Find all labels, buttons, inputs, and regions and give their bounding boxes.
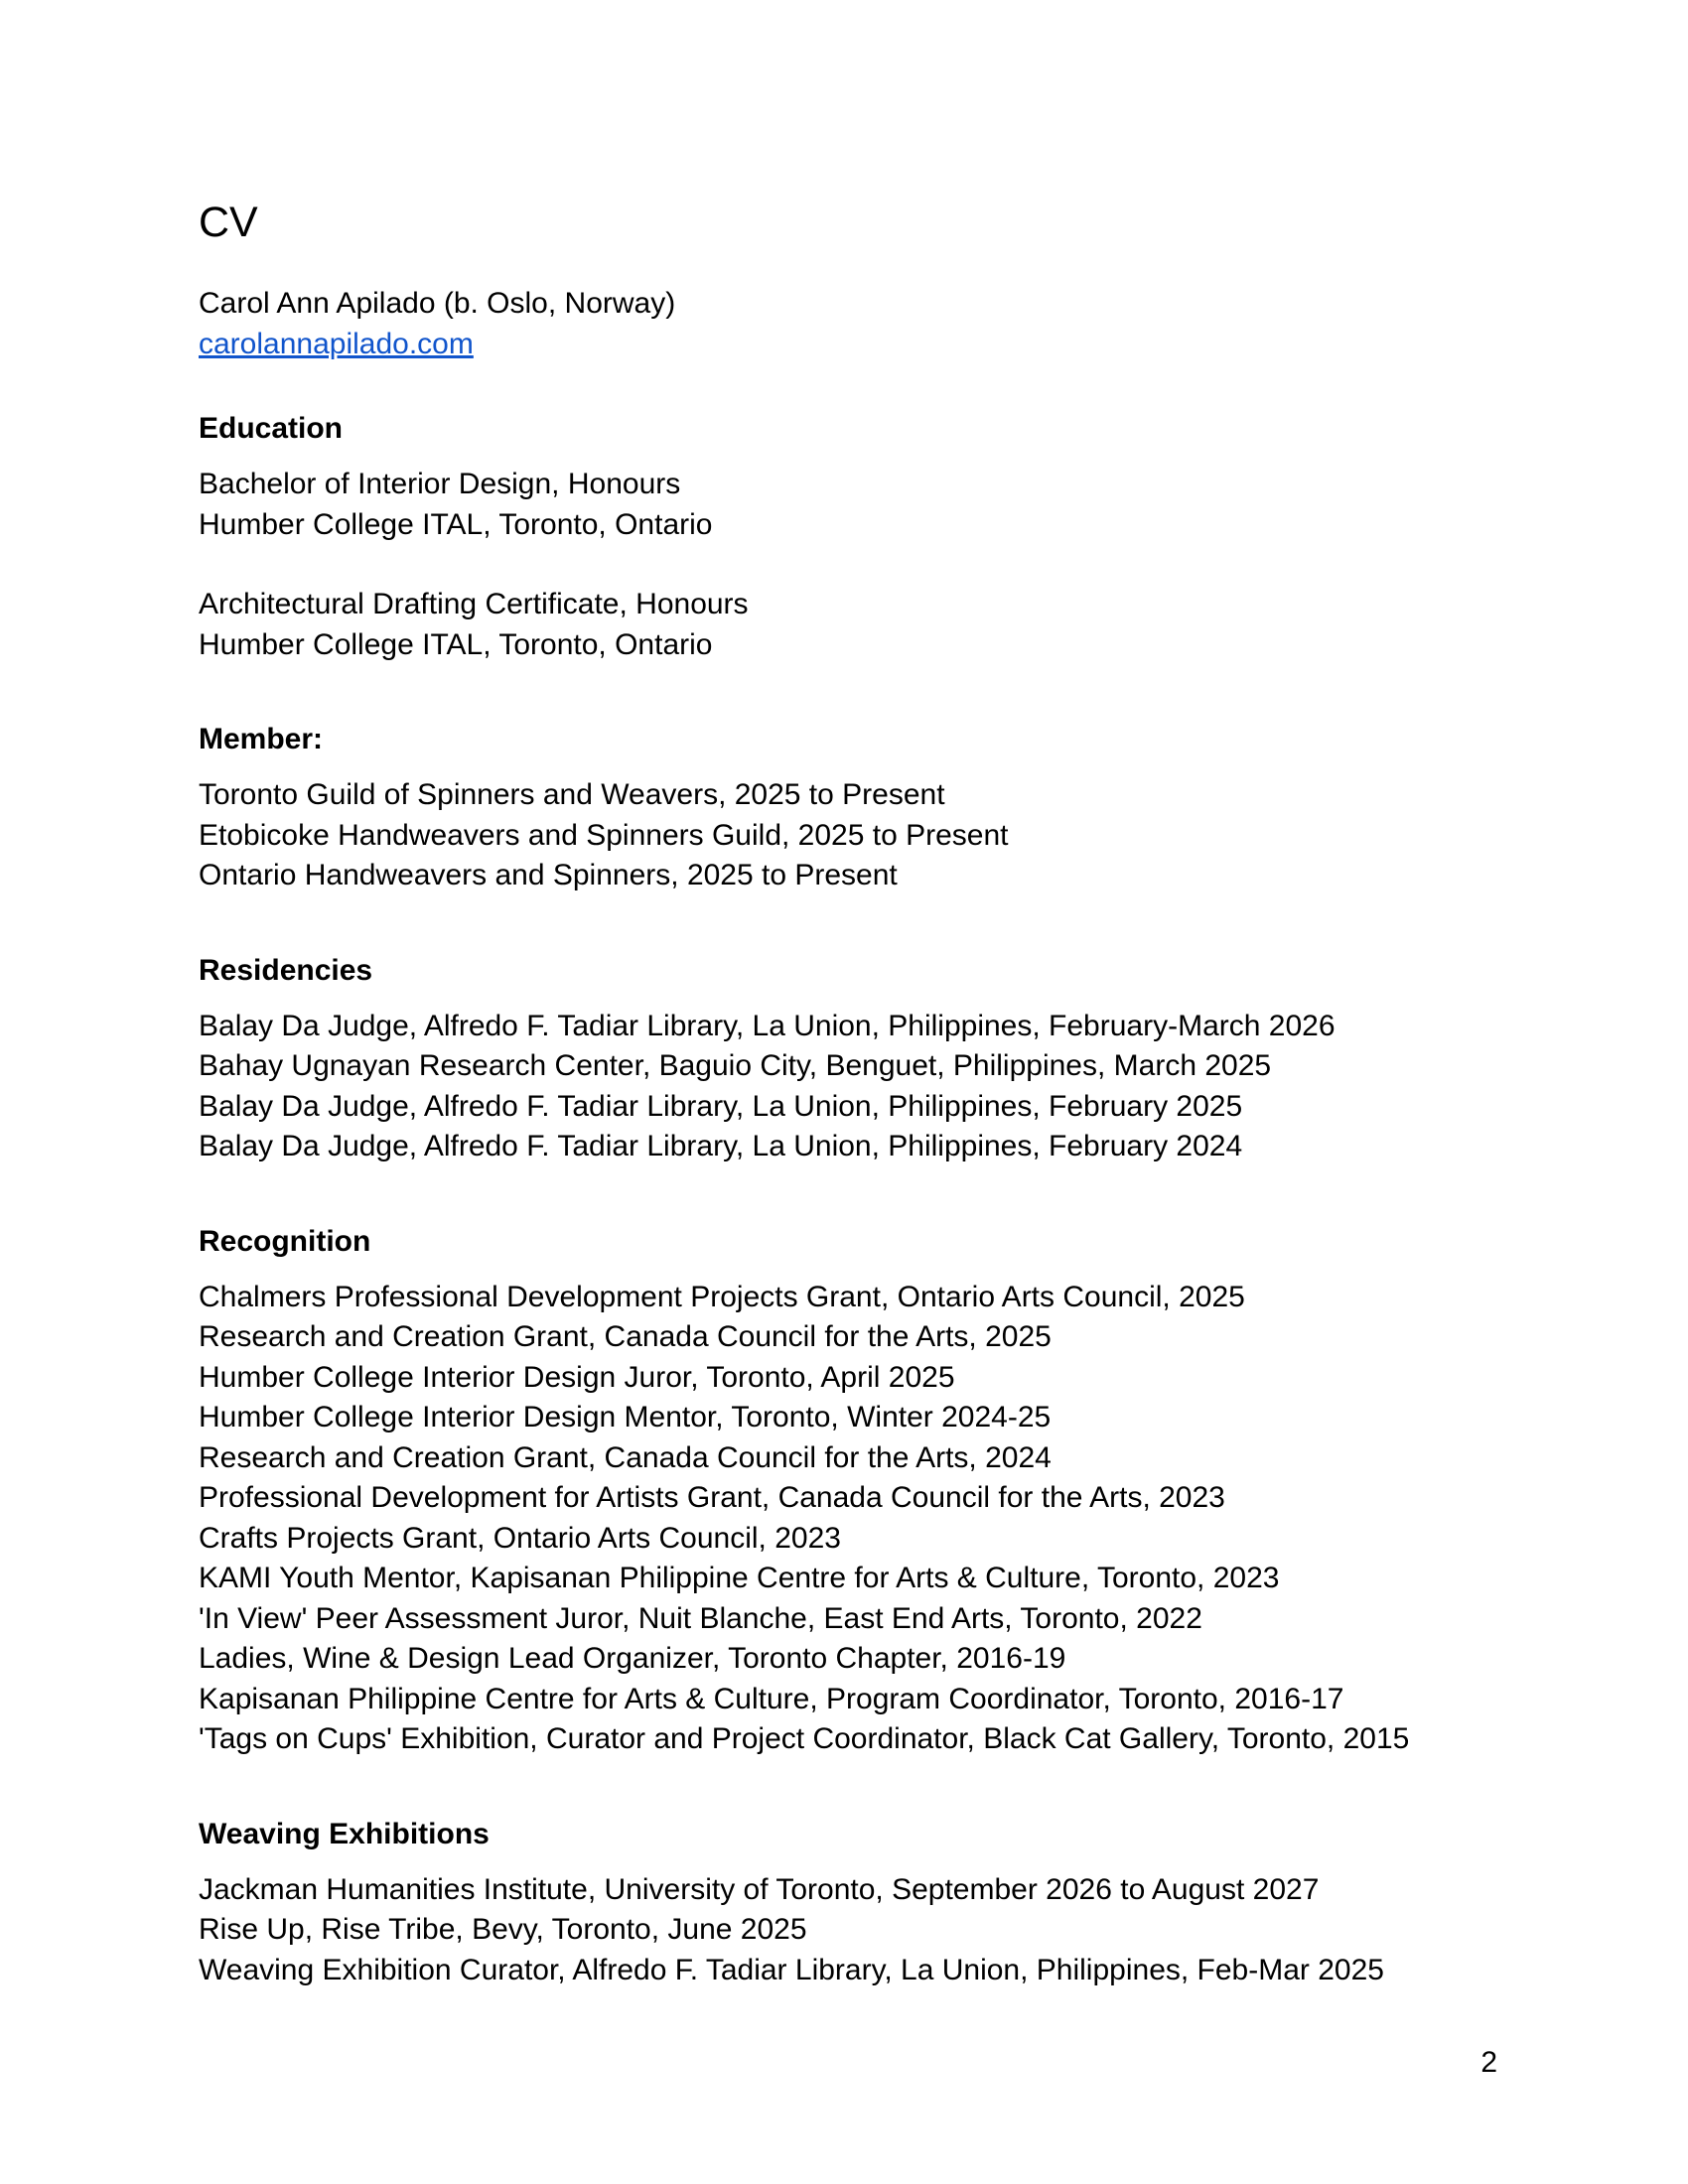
weaving-exhibitions-list: [199, 1870, 1489, 1991]
residency-item: Balay Da Judge, Alfredo F. Tadiar Library, La Union, Philippines, February-March 2026: [199, 1009, 1336, 1042]
education-entry: [199, 585, 1489, 665]
weaving-exhibitions-heading: Weaving Exhibitions: [199, 1817, 490, 1850]
recognition-item: Humber College Interior Design Juror, Toronto, April 2025: [199, 1360, 955, 1394]
residency-item: Balay Da Judge, Alfredo F. Tadiar Library, La Union, Philippines, February 2025: [199, 1089, 1243, 1123]
recognition-item: Research and Creation Grant, Canada Council for the Arts, 2025: [199, 1320, 1052, 1353]
page-number: 2: [1480, 2046, 1497, 2079]
document-content: [199, 195, 1489, 1990]
education-institution: Humber College ITAL, Toronto, Ontario: [199, 507, 713, 541]
recognition-item: Humber College Interior Design Mentor, Toronto, Winter 2024-25: [199, 1401, 1052, 1433]
education-entry: [199, 465, 1489, 545]
member-heading: Member:: [199, 723, 324, 755]
residencies-heading: Residencies: [199, 953, 373, 987]
website-line: [199, 325, 1489, 365]
spacer: [199, 545, 1489, 585]
document-title: CV: [199, 199, 258, 246]
residencies-list: [199, 1007, 1489, 1167]
exhibition-item: Jackman Humanities Institute, University of Toronto, September 2026 to August 2027: [199, 1872, 1320, 1906]
recognition-item: Chalmers Professional Development Projects Grant, Ontario Arts Council, 2025: [199, 1280, 1245, 1313]
exhibition-item: Rise Up, Rise Tribe, Bevy, Toronto, June 2025: [199, 1913, 807, 1946]
recognition-list: [199, 1278, 1489, 1760]
recognition-item: Kapisanan Philippine Centre for Arts & Culture, Program Coordinator, Toronto, 2016-17: [199, 1682, 1344, 1715]
recognition-item: Research and Creation Grant, Canada Council for the Arts, 2024: [199, 1440, 1052, 1474]
recognition-heading: Recognition: [199, 1224, 371, 1258]
education-institution: Humber College ITAL, Toronto, Ontario: [199, 627, 713, 661]
residency-item: Balay Da Judge, Alfredo F. Tadiar Library, La Union, Philippines, February 2024: [199, 1130, 1243, 1162]
recognition-item: Crafts Projects Grant, Ontario Arts Council, 2023: [199, 1521, 841, 1555]
recognition-item: Ladies, Wine & Design Lead Organizer, Toronto Chapter, 2016-19: [199, 1642, 1066, 1675]
member-list: [199, 775, 1489, 896]
recognition-item: 'In View' Peer Assessment Juror, Nuit Blanche, East End Arts, Toronto, 2022: [199, 1601, 1202, 1635]
website-link[interactable]: carolannapilado.com: [199, 327, 474, 360]
exhibition-item: Weaving Exhibition Curator, Alfredo F. Tadiar Library, La Union, Philippines, Feb-Mar 2025: [199, 1953, 1384, 1986]
member-item: Etobicoke Handweavers and Spinners Guild, 2025 to Present: [199, 818, 1009, 852]
recognition-item: KAMI Youth Mentor, Kapisanan Philippine Centre for Arts & Culture, Toronto, 2023: [199, 1562, 1280, 1594]
recognition-item: 'Tags on Cups' Exhibition, Curator and Project Coordinator, Black Cat Gallery, Toronto, 2015: [199, 1722, 1410, 1755]
name-line: Carol Ann Apilado (b. Oslo, Norway): [199, 287, 676, 320]
education-degree: Architectural Drafting Certificate, Honours: [199, 588, 749, 620]
residency-item: Bahay Ugnayan Research Center, Baguio City, Benguet, Philippines, March 2025: [199, 1049, 1272, 1082]
education-heading: Education: [199, 412, 344, 445]
education-degree: Bachelor of Interior Design, Honours: [199, 468, 681, 500]
member-item: Ontario Handweavers and Spinners, 2025 to Present: [199, 859, 898, 891]
recognition-item: Professional Development for Artists Grant, Canada Council for the Arts, 2023: [199, 1481, 1225, 1514]
member-item: Toronto Guild of Spinners and Weavers, 2025 to Present: [199, 778, 945, 811]
